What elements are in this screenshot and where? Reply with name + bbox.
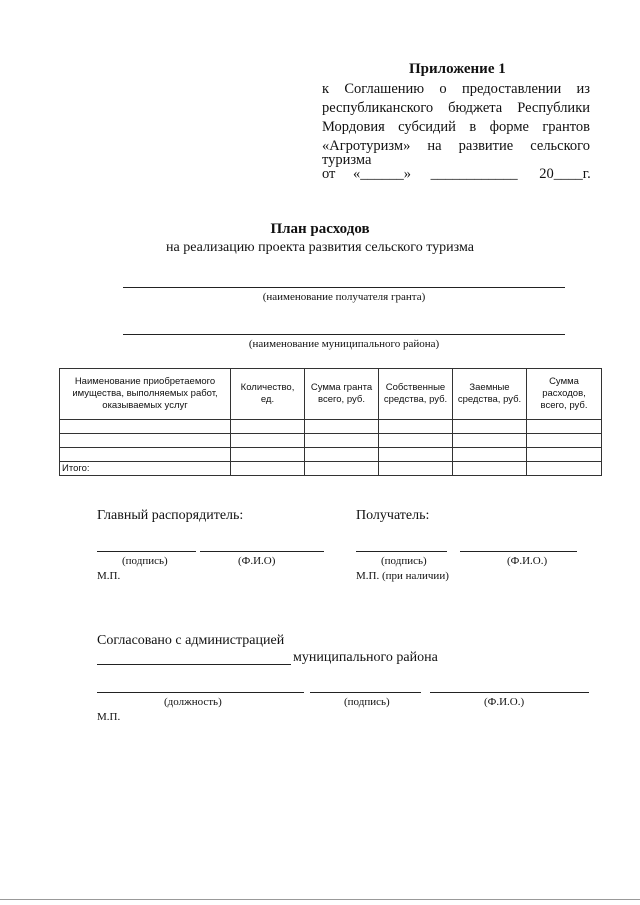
approval-position-caption: (должность) (164, 696, 222, 708)
col-header-borrowed-funds: Заемные средства, руб. (453, 369, 527, 420)
col-header-quantity: Количество, ед. (231, 369, 305, 420)
col-header-grant-sum: Сумма гранта всего, руб. (305, 369, 379, 420)
table-cell[interactable] (231, 462, 305, 476)
table-cell[interactable] (231, 434, 305, 448)
table-cell[interactable] (60, 420, 231, 434)
table-cell[interactable] (379, 462, 453, 476)
appendix-title: Приложение 1 (409, 61, 506, 77)
col-header-item-name: Наименование приобретаемого имущества, выполняемых работ, оказываемых услуг (60, 369, 231, 420)
recipient-label: Получатель: (356, 508, 430, 523)
date-year-blank[interactable]: ____ (553, 166, 583, 182)
table-cell[interactable] (60, 434, 231, 448)
recipient-signature-line[interactable] (356, 551, 447, 552)
table-cell[interactable] (379, 434, 453, 448)
municipality-name-caption: (наименование муниципального района) (248, 338, 440, 350)
table-header-row (60, 369, 602, 420)
table-row (60, 420, 602, 434)
recipient-signature-caption: (подпись) (381, 555, 427, 567)
table-cell[interactable] (379, 448, 453, 462)
table-cell[interactable] (527, 448, 602, 462)
approval-label: Согласовано с администрацией (97, 633, 285, 648)
plan-title: План расходов (270, 221, 370, 237)
main-manager-name-caption: (Ф.И.О) (238, 555, 276, 567)
date-suffix: г. (582, 166, 591, 182)
col-header-own-funds: Собственные средства, руб. (379, 369, 453, 420)
appendix-line-5: туризма (322, 152, 372, 168)
approval-district-suffix: муниципального района (293, 650, 438, 665)
approval-stamp: М.П. (97, 711, 121, 723)
table-cell[interactable] (60, 448, 231, 462)
table-cell[interactable] (305, 448, 379, 462)
recipient-name-line[interactable] (123, 287, 565, 288)
appendix-line-3: Мордовия субсидий в форме грантов (322, 119, 590, 135)
table-cell[interactable] (305, 420, 379, 434)
table-cell[interactable] (527, 420, 602, 434)
approval-administration-line[interactable] (97, 664, 291, 665)
date-month-blank[interactable]: ____________ (430, 166, 518, 182)
table-cell[interactable] (379, 420, 453, 434)
total-label: Итого: (60, 462, 231, 476)
table-cell[interactable] (527, 434, 602, 448)
main-manager-signature-caption: (подпись) (122, 555, 168, 567)
appendix-line-1: к Соглашению о предоставлении из (322, 81, 590, 97)
date-prefix: от (322, 166, 336, 182)
main-manager-stamp: М.П. (97, 570, 121, 582)
appendix-line-4: «Агротуризм» на развитие сельского (322, 138, 590, 154)
appendix-line-2: республиканского бюджета Республики (322, 100, 590, 116)
table-row (60, 434, 602, 448)
table-cell[interactable] (305, 434, 379, 448)
recipient-name-caption: (Ф.И.О.) (507, 555, 548, 567)
expense-plan-table (59, 368, 602, 476)
approval-position-line[interactable] (97, 692, 304, 693)
table-total-row (60, 462, 602, 476)
date-open-quote: « (353, 166, 361, 182)
table-cell[interactable] (527, 462, 602, 476)
table-cell[interactable] (453, 462, 527, 476)
municipality-name-line[interactable] (123, 334, 565, 335)
recipient-stamp: М.П. (при наличии) (356, 570, 449, 582)
approval-signature-caption: (подпись) (344, 696, 390, 708)
approval-name-line[interactable] (430, 692, 589, 693)
table-cell[interactable] (305, 462, 379, 476)
page-bottom-edge (0, 899, 640, 900)
main-manager-signature-line[interactable] (97, 551, 196, 552)
plan-subtitle: на реализацию проекта развития сельского туризма (166, 240, 474, 255)
date-close-quote: » (403, 166, 412, 182)
main-manager-label: Главный распорядитель: (97, 508, 244, 523)
col-header-total-expenses: Сумма расходов, всего, руб. (527, 369, 602, 420)
approval-signature-line[interactable] (310, 692, 421, 693)
table-cell[interactable] (453, 448, 527, 462)
recipient-name-line[interactable] (460, 551, 577, 552)
main-manager-name-line[interactable] (200, 551, 324, 552)
date-day-blank[interactable]: ______ (360, 166, 404, 182)
approval-name-caption: (Ф.И.О.) (484, 696, 525, 708)
table-cell[interactable] (231, 448, 305, 462)
recipient-name-caption: (наименование получателя гранта) (262, 291, 426, 303)
table-cell[interactable] (453, 434, 527, 448)
date-year-prefix: 20 (539, 166, 554, 182)
table-row (60, 448, 602, 462)
agreement-date-row (322, 166, 591, 183)
table-cell[interactable] (453, 420, 527, 434)
table-cell[interactable] (231, 420, 305, 434)
